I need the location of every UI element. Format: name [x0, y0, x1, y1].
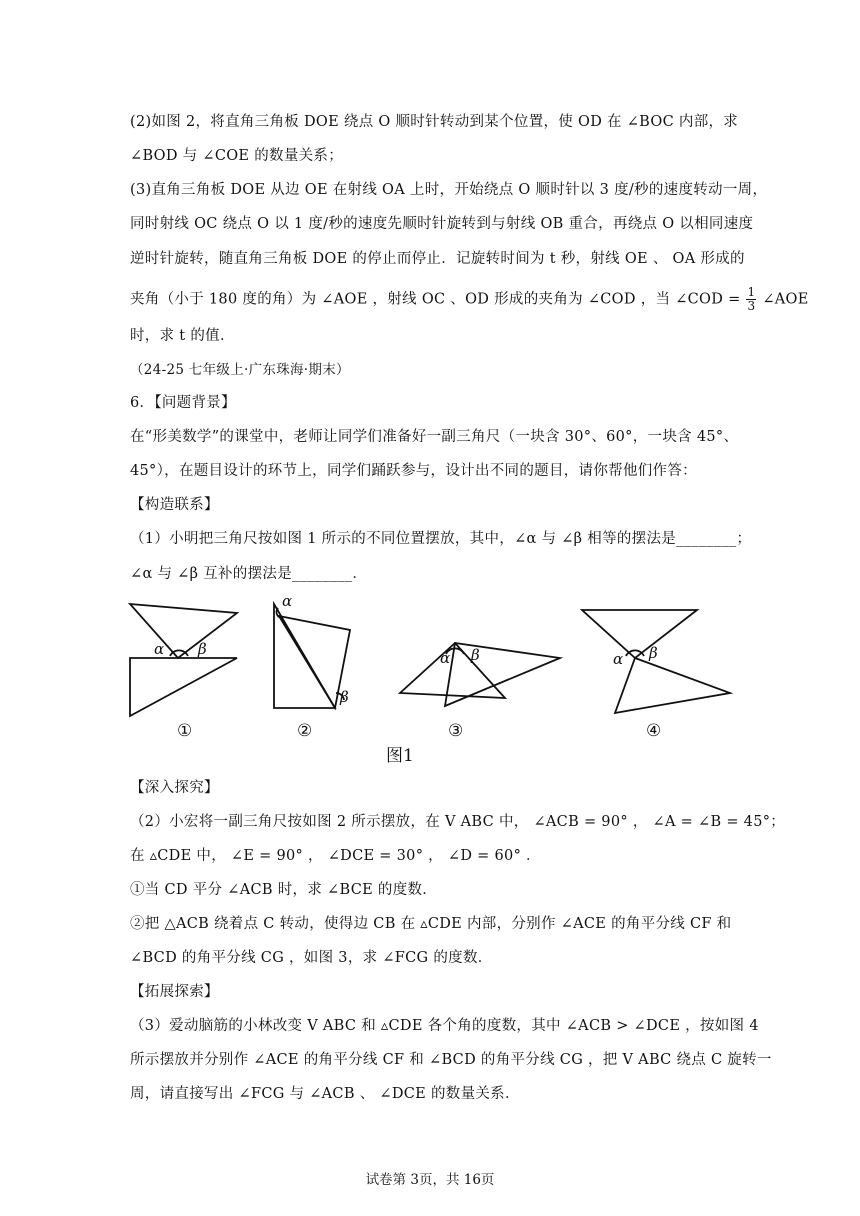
fig-label-2: ② [297, 721, 313, 741]
fig3-alpha: α [440, 649, 451, 667]
q5-part3-line3: 逆时针旋转，随直角三角板 DOE 的停止而停止．记旋转时间为 t 秒，射线 OE 、 OA 形成的 [130, 251, 745, 267]
figure-1 [120, 598, 740, 768]
section-construct: 【构造联系】 [130, 497, 219, 513]
q6-part2-line1: （2）小宏将一副三角尺按如图 2 所示摆放，在 V ABC 中， ∠ACB = 90° ， ∠A = ∠B = 45°； [130, 814, 786, 830]
q6-part1-line1: （1）小明把三角尺按如图 1 所示的不同位置摆放，其中，∠α 与 ∠β 相等的摆法是________； [130, 531, 752, 547]
q5-part2-line2: ∠BOD 与 ∠COE 的数量关系； [130, 148, 344, 164]
page-footer: 试卷第 3页，共 16页 [365, 1172, 495, 1188]
q5-part2-line1: (2)如图 2，将直角三角板 DOE 绕点 O 顺时针转动到某个位置，使 OD 在 ∠BOC 内部，求 [130, 114, 739, 130]
q5-part3-line2: 同时射线 OC 绕点 O 以 1 度/秒的速度先顺时针旋转到与射线 OB 重合，再绕点 O 以相同速度 [130, 216, 754, 232]
figure-caption: 图1 [386, 746, 414, 766]
q6-part2-line5: ∠BCD 的角平分线 CG ，如图 3，求 ∠FCG 的度数． [130, 950, 493, 966]
fig3-beta: β [471, 646, 480, 664]
fraction-numerator: 1 [747, 285, 756, 299]
q6-part3-line2: 所示摆放并分别作 ∠ACE 的角平分线 CF 和 ∠BCD 的角平分线 CG ，把 V ABC 绕点 C 旋转一 [130, 1052, 772, 1068]
q6-heading: 6．【问题背景】 [130, 395, 236, 411]
fig2-beta: β [340, 688, 349, 706]
figure-1-drawing [120, 598, 740, 768]
q6-part2-line4: ②把 △ACB 绕着点 C 转动，使得边 CB 在 ▵CDE 内部，分别作 ∠ACE 的角平分线 CF 和 [130, 916, 732, 932]
fraction-denominator: 3 [747, 299, 756, 313]
fig-label-3: ③ [448, 721, 464, 741]
q6-part2-line3: ①当 CD 平分 ∠ACB 时，求 ∠BCE 的度数． [130, 882, 438, 898]
fig1-alpha: α [154, 640, 165, 658]
q5-part3-line5: 时，求 t 的值． [130, 328, 235, 344]
fig3-triangle-a [400, 643, 505, 698]
fig-label-1: ① [177, 721, 193, 741]
fig1-triangle-bottom [130, 658, 237, 716]
fig2-alpha: α [282, 598, 293, 610]
q6-background-line2: 45°），在题目设计的环节上，同学们踊跃参与，设计出不同的题目，请你帮他们作答： [130, 463, 697, 479]
section-extend: 【拓展探索】 [130, 984, 219, 1000]
q6-part2-line2: 在 ▵CDE 中， ∠E = 90° ， ∠DCE = 30° ， ∠D = 60° ． [130, 848, 541, 864]
fig4-alpha: α [613, 650, 624, 668]
q5-part3-line4-angle: ∠AOE [762, 291, 809, 308]
fig1-beta: β [198, 640, 207, 658]
q5-part3-line4 [130, 286, 809, 313]
fig1-triangle-top [130, 604, 237, 658]
q5-part3-line1: (3)直角三角板 DOE 从边 OE 在射线 OA 上时，开始绕点 O 顺时针以 3 度/秒的速度转动一周， [130, 182, 768, 198]
q6-source: （24-25 七年级上·广东珠海·期末） [130, 362, 350, 378]
q5-part3-line4-text: 夹角（小于 180 度的角）为 ∠AOE ，射线 OC 、OD 形成的夹角为 ∠COD ，当 ∠COD = [130, 291, 741, 308]
q6-part3-line3: 周，请直接写出 ∠FCG 与 ∠ACB 、 ∠DCE 的数量关系． [130, 1086, 520, 1102]
fig4-triangle-bottom [615, 658, 730, 713]
one-third-fraction [746, 286, 756, 313]
section-explore: 【深入探究】 [130, 780, 219, 796]
fig-label-4: ④ [646, 721, 662, 741]
fig4-beta: β [649, 644, 658, 662]
q6-background-line1: 在“形美数学”的课堂中，老师让同学们准备好一副三角尺（一块含 30°、60°，一块含 45°、 [130, 429, 739, 445]
q6-part3-line1: （3）爱动脑筋的小林改变 V ABC 和 ▵CDE 各个角的度数，其中 ∠ACB > ∠DCE ，按如图 4 [130, 1018, 759, 1034]
q6-part1-line2: ∠α 与 ∠β 互补的摆法是________． [130, 566, 368, 582]
